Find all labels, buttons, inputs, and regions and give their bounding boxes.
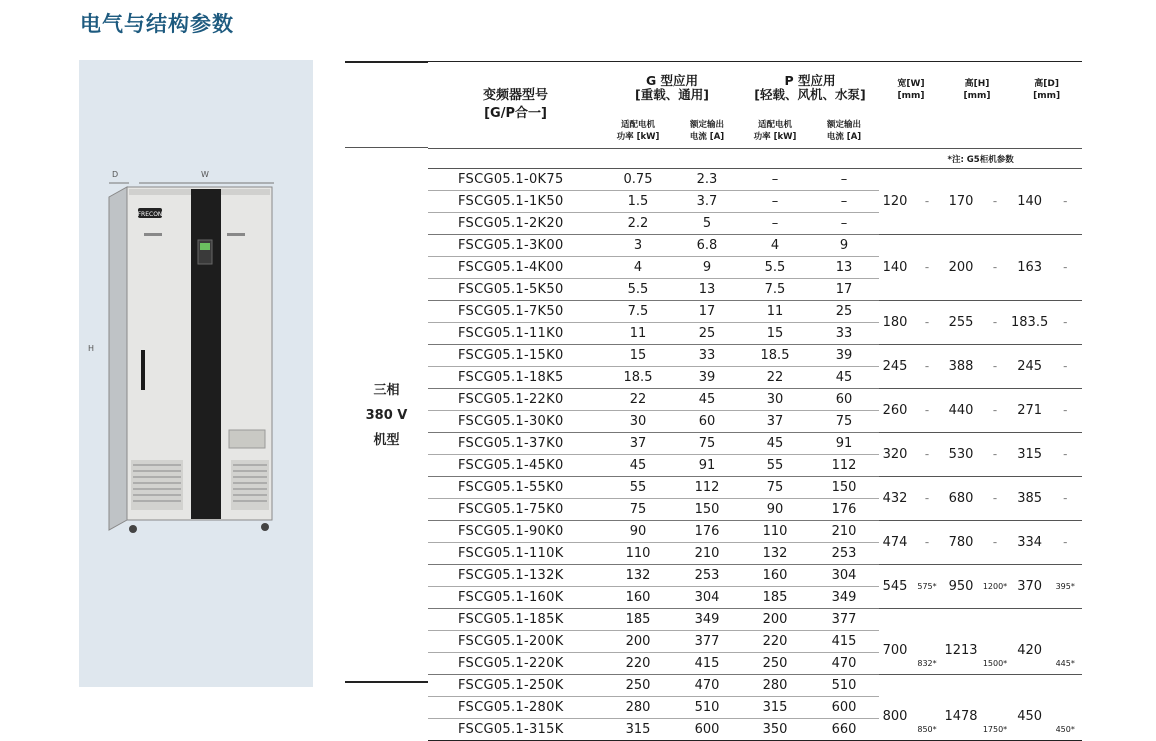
model-cell: FSCG05.1-90K0 <box>428 521 603 543</box>
g-current-cell: 9 <box>673 257 741 279</box>
width-alt-cell: – <box>911 345 943 389</box>
header-g-type: G 型应用 [重载、通用] <box>603 62 741 115</box>
g-motor-kw-cell: 0.75 <box>603 169 673 191</box>
p-motor-kw-cell: – <box>741 169 809 191</box>
p-motor-kw-cell: 5.5 <box>741 257 809 279</box>
g-current-cell: 470 <box>673 675 741 697</box>
p-motor-kw-cell: 350 <box>741 719 809 741</box>
p-current-cell: – <box>809 169 879 191</box>
g-motor-kw-cell: 18.5 <box>603 367 673 389</box>
p-motor-kw-cell: 55 <box>741 455 809 477</box>
p-current-cell: 176 <box>809 499 879 521</box>
width-cell: 140 <box>879 235 911 301</box>
g-motor-kw-cell: 3 <box>603 235 673 257</box>
model-cell: FSCG05.1-200K <box>428 631 603 653</box>
p-motor-kw-cell: 11 <box>741 301 809 323</box>
p-motor-kw-cell: 220 <box>741 631 809 653</box>
table-row <box>428 609 1082 631</box>
product-photo-panel <box>79 60 313 687</box>
depth-alt-cell: – <box>1048 345 1082 389</box>
g-current-cell: 377 <box>673 631 741 653</box>
p-current-cell: 304 <box>809 565 879 587</box>
dim-label-h: H <box>88 344 95 353</box>
g-motor-kw-cell: 7.5 <box>603 301 673 323</box>
depth-alt-cell: 450* <box>1048 675 1082 741</box>
table-row <box>428 521 1082 543</box>
depth-alt-cell: – <box>1048 389 1082 433</box>
table-row <box>428 477 1082 499</box>
p-motor-kw-cell: 132 <box>741 543 809 565</box>
p-current-cell: 75 <box>809 411 879 433</box>
depth-cell: 420 <box>1011 609 1048 675</box>
depth-cell: 163 <box>1011 235 1048 301</box>
model-cell: FSCG05.1-30K0 <box>428 411 603 433</box>
p-motor-kw-cell: 18.5 <box>741 345 809 367</box>
model-cell: FSCG05.1-15K0 <box>428 345 603 367</box>
height-alt-cell: 1200* <box>979 565 1011 609</box>
p-current-cell: 377 <box>809 609 879 631</box>
depth-cell: 315 <box>1011 433 1048 477</box>
width-cell: 700 <box>879 609 911 675</box>
g-current-cell: 304 <box>673 587 741 609</box>
depth-cell: 385 <box>1011 477 1048 521</box>
table-row <box>428 301 1082 323</box>
depth-cell: 334 <box>1011 521 1048 565</box>
g-motor-kw-cell: 30 <box>603 411 673 433</box>
g-current-cell: 349 <box>673 609 741 631</box>
g-current-cell: 415 <box>673 653 741 675</box>
model-cell: FSCG05.1-22K0 <box>428 389 603 411</box>
model-cell: FSCG05.1-18K5 <box>428 367 603 389</box>
dim-label-d: D <box>112 170 119 179</box>
width-cell: 320 <box>879 433 911 477</box>
g-current-cell: 33 <box>673 345 741 367</box>
width-alt-cell: – <box>911 433 943 477</box>
header-p-current: 额定输出 电流 [A] <box>826 120 862 143</box>
p-motor-kw-cell: 22 <box>741 367 809 389</box>
p-current-cell: 39 <box>809 345 879 367</box>
p-current-cell: 25 <box>809 301 879 323</box>
model-cell: FSCG05.1-110K <box>428 543 603 565</box>
height-cell: 780 <box>943 521 979 565</box>
p-motor-kw-cell: – <box>741 213 809 235</box>
header-model: 变频器型号 [G/P合一] <box>428 62 603 149</box>
height-cell: 950 <box>943 565 979 609</box>
g-motor-kw-cell: 185 <box>603 609 673 631</box>
g-motor-kw-cell: 90 <box>603 521 673 543</box>
model-cell: FSCG05.1-250K <box>428 675 603 697</box>
depth-alt-cell: – <box>1048 169 1082 235</box>
g-current-cell: 3.7 <box>673 191 741 213</box>
p-current-cell: 9 <box>809 235 879 257</box>
p-motor-kw-cell: 160 <box>741 565 809 587</box>
g-motor-kw-cell: 37 <box>603 433 673 455</box>
spec-table <box>428 61 1082 741</box>
width-cell: 545 <box>879 565 911 609</box>
region-line-1: 三相 <box>373 383 400 398</box>
g-motor-kw-cell: 5.5 <box>603 279 673 301</box>
width-cell: 432 <box>879 477 911 521</box>
g-motor-kw-cell: 220 <box>603 653 673 675</box>
g-current-cell: 253 <box>673 565 741 587</box>
region-column <box>345 148 428 682</box>
width-cell: 800 <box>879 675 911 741</box>
model-cell: FSCG05.1-75K0 <box>428 499 603 521</box>
g-current-cell: 17 <box>673 301 741 323</box>
height-cell: 1213 <box>943 609 979 675</box>
width-cell: 260 <box>879 389 911 433</box>
g-current-cell: 2.3 <box>673 169 741 191</box>
p-motor-kw-cell: 200 <box>741 609 809 631</box>
width-alt-cell: – <box>911 521 943 565</box>
model-cell: FSCG05.1-45K0 <box>428 455 603 477</box>
p-current-cell: 150 <box>809 477 879 499</box>
p-current-cell: 210 <box>809 521 879 543</box>
depth-alt-cell: 445* <box>1048 609 1082 675</box>
width-cell: 120 <box>879 169 911 235</box>
p-current-cell: – <box>809 213 879 235</box>
g-current-cell: 60 <box>673 411 741 433</box>
height-alt-cell: – <box>979 235 1011 301</box>
header-g-current: 额定输出 电流 [A] <box>689 120 725 143</box>
width-alt-cell: 850* <box>911 675 943 741</box>
model-cell: FSCG05.1-5K50 <box>428 279 603 301</box>
p-current-cell: – <box>809 191 879 213</box>
p-motor-kw-cell: 37 <box>741 411 809 433</box>
depth-cell: 271 <box>1011 389 1048 433</box>
p-motor-kw-cell: 110 <box>741 521 809 543</box>
g-motor-kw-cell: 200 <box>603 631 673 653</box>
height-cell: 440 <box>943 389 979 433</box>
depth-alt-cell: – <box>1048 477 1082 521</box>
p-current-cell: 60 <box>809 389 879 411</box>
region-line-2: 380 V <box>365 408 408 423</box>
height-alt-cell: 1500* <box>979 609 1011 675</box>
p-motor-kw-cell: 4 <box>741 235 809 257</box>
g-motor-kw-cell: 11 <box>603 323 673 345</box>
width-cell: 245 <box>879 345 911 389</box>
model-cell: FSCG05.1-2K20 <box>428 213 603 235</box>
table-row <box>428 169 1082 191</box>
g-current-cell: 150 <box>673 499 741 521</box>
height-alt-cell: – <box>979 345 1011 389</box>
height-alt-cell: – <box>979 433 1011 477</box>
table-row <box>428 389 1082 411</box>
model-cell: FSCG05.1-1K50 <box>428 191 603 213</box>
header-g-motor: 适配电机 功率 [kW] <box>616 120 660 143</box>
p-current-cell: 253 <box>809 543 879 565</box>
p-motor-kw-cell: 90 <box>741 499 809 521</box>
g-current-cell: 600 <box>673 719 741 741</box>
depth-cell: 245 <box>1011 345 1048 389</box>
width-alt-cell: – <box>911 235 943 301</box>
spec-table-body <box>428 169 1082 741</box>
width-alt-cell: – <box>911 389 943 433</box>
g-current-cell: 510 <box>673 697 741 719</box>
p-current-cell: 17 <box>809 279 879 301</box>
g-motor-kw-cell: 2.2 <box>603 213 673 235</box>
p-current-cell: 470 <box>809 653 879 675</box>
g-current-cell: 91 <box>673 455 741 477</box>
model-cell: FSCG05.1-185K <box>428 609 603 631</box>
p-current-cell: 660 <box>809 719 879 741</box>
height-cell: 388 <box>943 345 979 389</box>
g-current-cell: 45 <box>673 389 741 411</box>
width-cell: 180 <box>879 301 911 345</box>
p-current-cell: 91 <box>809 433 879 455</box>
header-p-motor: 适配电机 功率 [kW] <box>753 120 797 143</box>
depth-cell: 450 <box>1011 675 1048 741</box>
g-motor-kw-cell: 132 <box>603 565 673 587</box>
model-cell: FSCG05.1-4K00 <box>428 257 603 279</box>
depth-alt-cell: – <box>1048 433 1082 477</box>
g-motor-kw-cell: 160 <box>603 587 673 609</box>
model-cell: FSCG05.1-315K <box>428 719 603 741</box>
p-motor-kw-cell: 250 <box>741 653 809 675</box>
model-cell: FSCG05.1-11K0 <box>428 323 603 345</box>
header-p-type: P 型应用 [轻载、风机、水泵] <box>741 62 879 115</box>
p-current-cell: 415 <box>809 631 879 653</box>
width-alt-cell: – <box>911 477 943 521</box>
g-motor-kw-cell: 15 <box>603 345 673 367</box>
width-alt-cell: 575* <box>911 565 943 609</box>
p-current-cell: 600 <box>809 697 879 719</box>
width-alt-cell: – <box>911 169 943 235</box>
p-motor-kw-cell: 7.5 <box>741 279 809 301</box>
header-note: *注: G5柜机参数 <box>879 149 1082 169</box>
p-current-cell: 510 <box>809 675 879 697</box>
height-alt-cell: – <box>979 169 1011 235</box>
model-cell: FSCG05.1-160K <box>428 587 603 609</box>
g-motor-kw-cell: 45 <box>603 455 673 477</box>
height-cell: 530 <box>943 433 979 477</box>
height-cell: 680 <box>943 477 979 521</box>
model-cell: FSCG05.1-37K0 <box>428 433 603 455</box>
g-motor-kw-cell: 55 <box>603 477 673 499</box>
g-motor-kw-cell: 250 <box>603 675 673 697</box>
table-row <box>428 675 1082 697</box>
g-motor-kw-cell: 75 <box>603 499 673 521</box>
p-motor-kw-cell: 280 <box>741 675 809 697</box>
g-current-cell: 75 <box>673 433 741 455</box>
depth-alt-cell: – <box>1048 235 1082 301</box>
model-cell: FSCG05.1-280K <box>428 697 603 719</box>
model-cell: FSCG05.1-3K00 <box>428 235 603 257</box>
height-cell: 200 <box>943 235 979 301</box>
depth-alt-cell: – <box>1048 521 1082 565</box>
g-current-cell: 25 <box>673 323 741 345</box>
inverter-cabinet-image <box>99 175 279 545</box>
g-current-cell: 6.8 <box>673 235 741 257</box>
g-current-cell: 39 <box>673 367 741 389</box>
depth-alt-cell: – <box>1048 301 1082 345</box>
width-alt-cell: – <box>911 301 943 345</box>
g-motor-kw-cell: 280 <box>603 697 673 719</box>
header-height: 高[H] [mm] <box>943 62 1011 149</box>
height-alt-cell: 1750* <box>979 675 1011 741</box>
header-width: 宽[W] [mm] <box>879 62 943 149</box>
p-current-cell: 13 <box>809 257 879 279</box>
g-current-cell: 176 <box>673 521 741 543</box>
depth-cell: 140 <box>1011 169 1048 235</box>
p-motor-kw-cell: 75 <box>741 477 809 499</box>
g-motor-kw-cell: 4 <box>603 257 673 279</box>
p-motor-kw-cell: – <box>741 191 809 213</box>
p-motor-kw-cell: 185 <box>741 587 809 609</box>
page-title: 电气与结构参数 <box>80 12 234 36</box>
height-alt-cell: – <box>979 301 1011 345</box>
depth-alt-cell: 395* <box>1048 565 1082 609</box>
model-cell: FSCG05.1-0K75 <box>428 169 603 191</box>
p-current-cell: 45 <box>809 367 879 389</box>
table-row <box>428 235 1082 257</box>
g-motor-kw-cell: 315 <box>603 719 673 741</box>
p-motor-kw-cell: 45 <box>741 433 809 455</box>
p-current-cell: 112 <box>809 455 879 477</box>
depth-cell: 183.5 <box>1011 301 1048 345</box>
p-current-cell: 33 <box>809 323 879 345</box>
width-alt-cell: 832* <box>911 609 943 675</box>
height-alt-cell: – <box>979 477 1011 521</box>
height-cell: 170 <box>943 169 979 235</box>
p-motor-kw-cell: 15 <box>741 323 809 345</box>
p-motor-kw-cell: 30 <box>741 389 809 411</box>
p-current-cell: 349 <box>809 587 879 609</box>
g-current-cell: 5 <box>673 213 741 235</box>
brand-logo: FRECON <box>137 211 163 218</box>
model-cell: FSCG05.1-55K0 <box>428 477 603 499</box>
depth-cell: 370 <box>1011 565 1048 609</box>
height-alt-cell: – <box>979 521 1011 565</box>
region-line-3: 机型 <box>373 433 400 448</box>
g-current-cell: 210 <box>673 543 741 565</box>
table-row <box>428 565 1082 587</box>
dim-label-w: W <box>201 170 209 179</box>
header-depth: 高[D] [mm] <box>1011 62 1082 149</box>
g-current-cell: 112 <box>673 477 741 499</box>
model-cell: FSCG05.1-220K <box>428 653 603 675</box>
table-row <box>428 433 1082 455</box>
g-motor-kw-cell: 1.5 <box>603 191 673 213</box>
height-cell: 255 <box>943 301 979 345</box>
model-cell: FSCG05.1-132K <box>428 565 603 587</box>
g-motor-kw-cell: 22 <box>603 389 673 411</box>
region-label <box>345 378 428 453</box>
width-cell: 474 <box>879 521 911 565</box>
table-row <box>428 345 1082 367</box>
g-motor-kw-cell: 110 <box>603 543 673 565</box>
height-alt-cell: – <box>979 389 1011 433</box>
model-cell: FSCG05.1-7K50 <box>428 301 603 323</box>
g-current-cell: 13 <box>673 279 741 301</box>
p-motor-kw-cell: 315 <box>741 697 809 719</box>
height-cell: 1478 <box>943 675 979 741</box>
